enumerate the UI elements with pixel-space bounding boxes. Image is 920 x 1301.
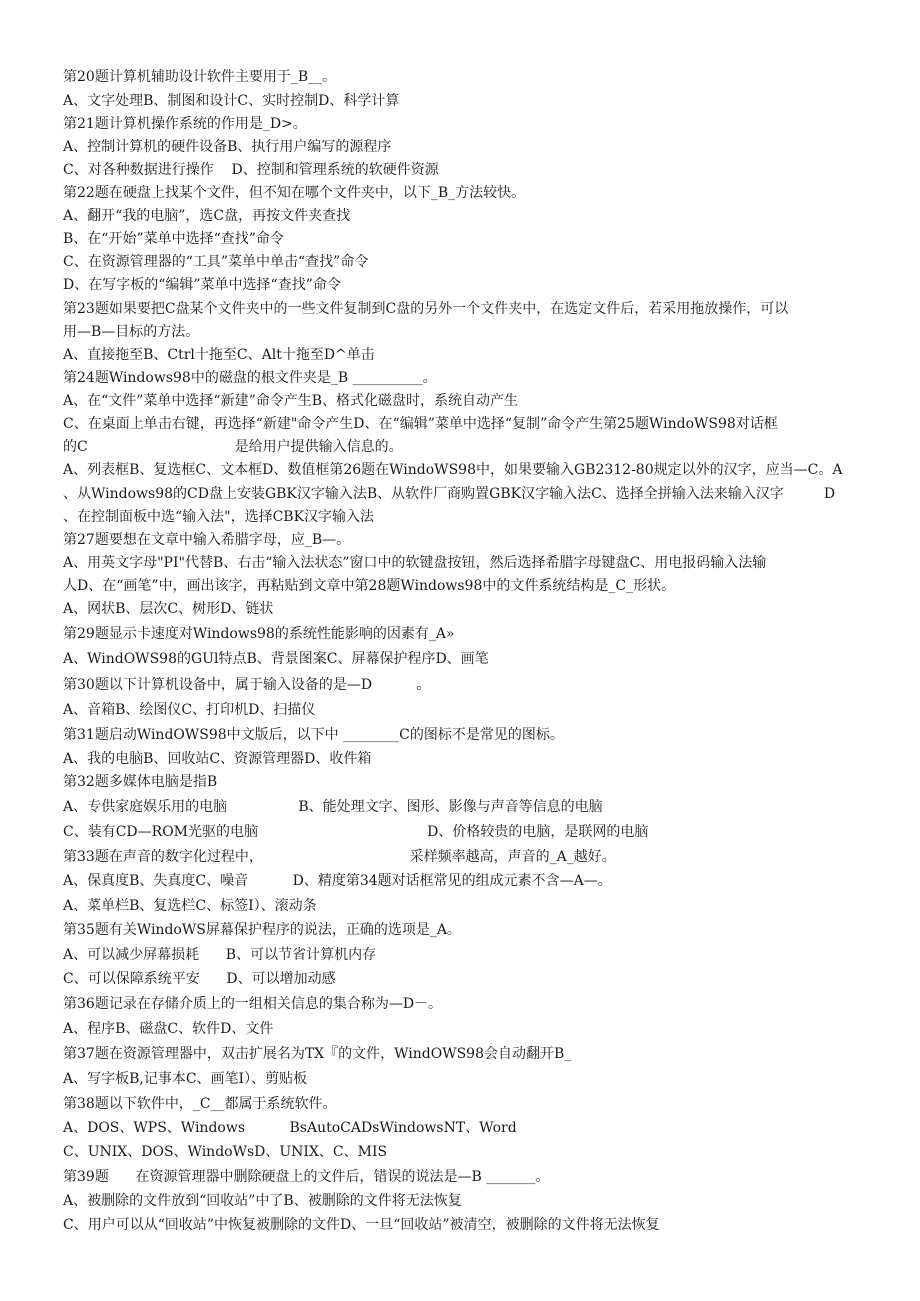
text-line: 第35题有关WindoWS屏幕保护程序的说法，正确的选项是_A。 (63, 922, 461, 938)
text-line: C、可以保障系统平安 D、可以增加动感 (63, 971, 336, 987)
text-line: 第23题如果要把C盘某个文件夹中的一些文件复制到C盘的另外一个文件夹中，在选定文件后，若采用拖放操作，可以 (63, 301, 789, 317)
text-line: C、装有CD—ROM光驱的电脑 D、价格较贵的电脑，是联网的电脑 (63, 824, 649, 840)
text-line: A、被删除的文件放到“回收站”中了B、被删除的文件将无法恢复 (63, 1193, 462, 1209)
text-line: 第20题计算机辅助设计软件主要用于_B__。 (63, 69, 337, 85)
text-line: 第27题要想在文章中输入希腊字母，应_B—。 (63, 532, 351, 548)
text-line: A、写字板B,记事本C、画笔I）、剪贴板 (63, 1071, 308, 1087)
text-line: A、音箱B、绘图仪C、打印机D、扫描仪 (63, 702, 316, 718)
text-line: 第30题以下计算机设备中，属于输入设备的是—D 。 (63, 677, 431, 693)
text-line: 、在控制面板中选“输入法"，选择CBK汉字输入法 (63, 509, 375, 525)
text-line: A、控制计算机的硬件设备B、执行用户编写的源程序 (63, 139, 392, 155)
text-line: A、DOS、WPS、Windows BsAutoCADsWindowsNT、Word (63, 1120, 517, 1136)
text-line: 第38题以下软件中，_C__都属于系统软件。 (63, 1096, 337, 1112)
text-line: 人D、在“画笔”中，画出该字，再粘贴到文章中第28题Windows98中的文件系统结构是_C_形状。 (63, 578, 676, 594)
text-line: A、菜单栏B、复选栏C、标签I）、滚动条 (63, 898, 317, 914)
text-line: 第22题在硬盘上找某个文件，但不知在哪个文件夹中，以下_B_方法较快。 (63, 185, 526, 201)
text-line: 第21题计算机操作系统的作用是_D>。 (63, 116, 307, 132)
text-line: C、对各种数据进行操作 D、控制和管理系统的软硬件资源 (63, 162, 439, 178)
text-line: 第32题多媒体电脑是指B (63, 774, 218, 790)
text-line: 第37题在资源管理器中，双击扩展名为TX『的文件，WindOWS98会自动翻开B_ (63, 1046, 572, 1062)
text-line: A、我的电脑B、回收站C、资源管理器D、收件箱 (63, 751, 372, 767)
text-line: A、列表框B、复选框C、文本框D、数值框第26题在WindoWS98中，如果要输入GB2312-80规定以外的汉字，应当—C。A (63, 462, 843, 478)
text-line: A、翻开“我的电脑”，选C盘，再按文件夹查找 (63, 208, 351, 224)
text-line: 第24题Windows98中的磁盘的根文件夹是_B __________。 (63, 370, 437, 386)
text-line: 第31题启动WindOWS98中文版后，以下中 ________C的图标不是常见的图标。 (63, 727, 564, 743)
text-line: C、UNIX、DOS、WindoWsD、UNIX、C、MIS (63, 1144, 388, 1160)
text-line: A、专供家庭娱乐用的电脑 B、能处理文字、图形、影像与声音等信息的电脑 (63, 799, 603, 815)
text-line: 第29题显示卡速度对Windows98的系统性能影响的因素有_A» (63, 626, 455, 642)
text-line: 用—B—目标的方法。 (63, 324, 200, 340)
text-line: A、保真度B、失真度C、噪音 D、精度第34题对话框常见的组成元素不含—A—。 (63, 873, 612, 889)
text-line: A、WindOWS98的GUl特点B、背景图案C、屏幕保护程序D、画笔 (63, 651, 489, 667)
text-line: 、从Windows98的CD盘上安装GBK汉字输入法B、从软件厂商购置GBK汉字输入法C、选择全拼输入法来输入汉字 D (63, 486, 836, 502)
text-line: C、用户可以从“回收站”中恢复被删除的文件D、一旦“回收站”被清空，被删除的文件将无法恢复 (63, 1217, 660, 1233)
text-line: A、可以减少屏幕损耗 B、可以节省计算机内存 (63, 947, 377, 963)
text-line: A、程序B、磁盘C、软件D、文件 (63, 1021, 274, 1037)
text-line: A、文字处理B、制图和设计C、实时控制D、科学计算 (63, 93, 400, 109)
text-line: 的C 是给用户提供输入信息的。 (63, 439, 403, 455)
text-line: A、用英文字母"PI"代替B、右击“输入法状态”窗口中的软键盘按钮，然后选择希腊字母键盘C、用电报码输入法输 (63, 555, 767, 571)
text-line: A、网状B、层次C、树形D、链状 (63, 601, 274, 617)
text-line: 第33题在声音的数字化过程中， 采样频率越高，声音的_A_越好。 (63, 849, 616, 865)
text-line: B、在“开始”菜单中选择“查找”命令 (63, 231, 284, 247)
text-line: A、在“文件”菜单中选择“新建”命令产生B、格式化磁盘时，系统自动产生 (63, 393, 519, 409)
text-line: D、在写字板的“编辑”菜单中选择“查找”命令 (63, 277, 341, 293)
text-line: A、直接拖至B、Ctrl十拖至C、Alt十拖至D^单击 (63, 347, 375, 363)
text-line: C、在资源管理器的“工具”菜单中单击“查找”命令 (63, 254, 369, 270)
text-line: 第36题记录在存储介质上的一组相关信息的集合称为—D－。 (63, 996, 443, 1012)
text-line: 第39题 在资源管理器中删除硬盘上的文件后，错误的说法是—B _______。 (63, 1169, 550, 1185)
text-line: C、在桌面上单击右键，再选择“新建"命令产生D、在“编辑”菜单中选择“复制”命令产生第25题WindoWS98对话框 (63, 416, 778, 432)
